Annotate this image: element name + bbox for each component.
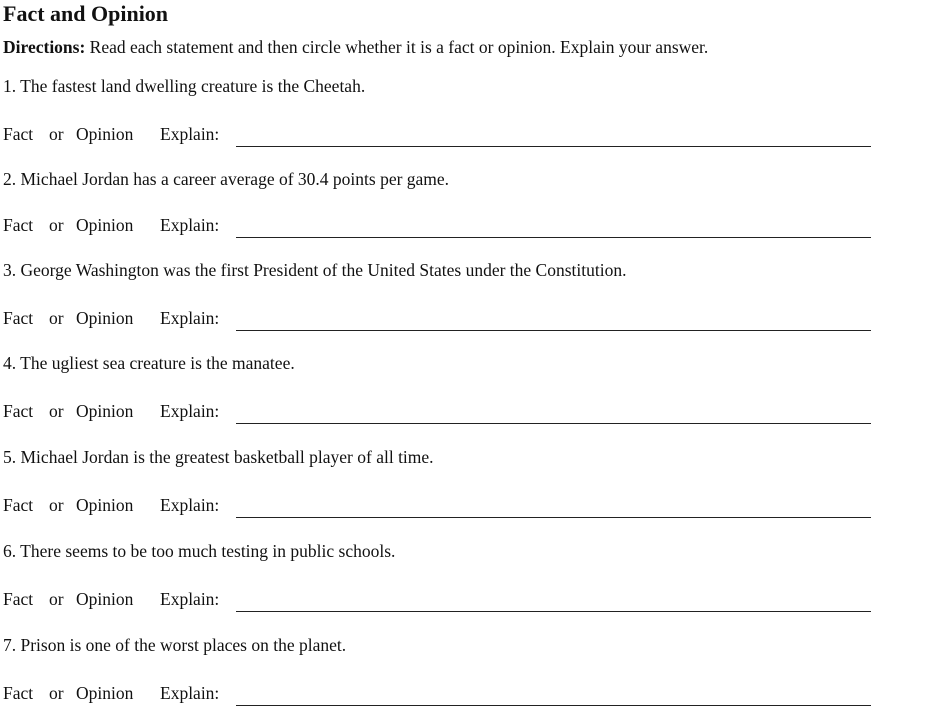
explain-answer-line[interactable] (236, 237, 871, 238)
fact-choice[interactable]: Fact (3, 124, 34, 144)
fact-choice[interactable]: Fact (3, 308, 34, 328)
explain-label: Explain: (160, 495, 220, 515)
statement: 7. Prison is one of the worst places on the planet. (3, 635, 347, 655)
fact-choice[interactable]: Fact (3, 401, 34, 421)
explain-label: Explain: (160, 401, 220, 421)
directions (3, 37, 708, 58)
directions-label: Directions: (3, 37, 86, 57)
fact-choice[interactable]: Fact (3, 215, 34, 235)
answer-row (3, 215, 871, 241)
explain-answer-line[interactable] (236, 611, 871, 612)
opinion-choice[interactable]: Opinion (76, 401, 134, 421)
directions-text: Read each statement and then circle whether it is a fact or opinion. Explain your answer. (85, 37, 709, 57)
explain-answer-line[interactable] (236, 146, 871, 147)
answer-row (3, 124, 871, 150)
or-text: or (49, 495, 64, 515)
statement: 3. George Washington was the first President of the United States under the Constitution. (3, 260, 627, 280)
or-text: or (49, 215, 64, 235)
explain-answer-line[interactable] (236, 423, 871, 424)
answer-row (3, 308, 871, 334)
or-text: or (49, 308, 64, 328)
or-text: or (49, 124, 64, 144)
statement: 1. The fastest land dwelling creature is the Cheetah. (3, 76, 366, 96)
opinion-choice[interactable]: Opinion (76, 308, 134, 328)
answer-row (3, 401, 871, 427)
explain-label: Explain: (160, 683, 220, 703)
opinion-choice[interactable]: Opinion (76, 589, 134, 609)
answer-row (3, 589, 871, 615)
or-text: or (49, 589, 64, 609)
explain-answer-line[interactable] (236, 705, 871, 706)
fact-choice[interactable]: Fact (3, 589, 34, 609)
fact-choice[interactable]: Fact (3, 495, 34, 515)
statement: 2. Michael Jordan has a career average of 30.4 points per game. (3, 169, 450, 189)
fact-choice[interactable]: Fact (3, 683, 34, 703)
or-text: or (49, 401, 64, 421)
answer-row (3, 683, 871, 709)
answer-row (3, 495, 871, 521)
or-text: or (49, 683, 64, 703)
statement: 4. The ugliest sea creature is the manatee. (3, 353, 295, 373)
explain-label: Explain: (160, 215, 220, 235)
opinion-choice[interactable]: Opinion (76, 215, 134, 235)
explain-answer-line[interactable] (236, 330, 871, 331)
worksheet-title: Fact and Opinion (3, 1, 169, 26)
opinion-choice[interactable]: Opinion (76, 495, 134, 515)
statement: 5. Michael Jordan is the greatest basketball player of all time. (3, 447, 434, 467)
opinion-choice[interactable]: Opinion (76, 124, 134, 144)
opinion-choice[interactable]: Opinion (76, 683, 134, 703)
explain-label: Explain: (160, 589, 220, 609)
statement: 6. There seems to be too much testing in public schools. (3, 541, 396, 561)
explain-label: Explain: (160, 308, 220, 328)
explain-label: Explain: (160, 124, 220, 144)
explain-answer-line[interactable] (236, 517, 871, 518)
